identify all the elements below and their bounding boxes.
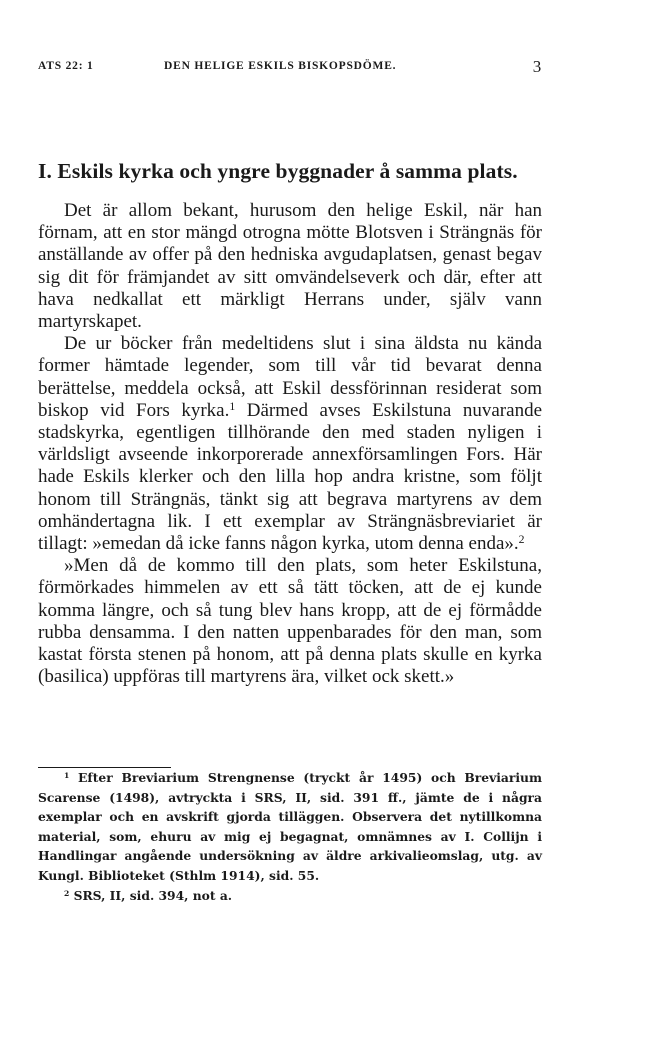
page-number: 3 <box>532 57 542 76</box>
footnotes <box>38 768 542 905</box>
header-title: DEN HELIGE ESKILS BISKOPSDÖME. <box>164 60 397 72</box>
paragraph-text: »Men då de kommo till den plats, som heter Eskilstuna, förmörkades himmelen av ett så tätt töcken, att de ej kunde komma längre, och så tung blev hans kropp, att de ej förmådde rubba densamma. I den natten uppenbarades för den man, som kastat första stenen på honom, att på denna plats skulle en kyrka (basilica) uppföras till martyrens ära, vilket ock skett.» <box>38 555 542 688</box>
footnote <box>38 886 542 906</box>
paragraph <box>38 555 542 688</box>
paragraph-text: De ur böcker från medeltidens slut i sina äldsta nu kända former hämtade legender, som till vår tid bevarat denna berättelse, meddela också, att Eskil dessförinnan residerat som biskop vid Fors kyrka. <box>38 333 542 421</box>
header-series-label: ATS 22: 1 <box>38 60 94 72</box>
paragraph <box>38 200 542 333</box>
paragraph <box>38 333 542 555</box>
body-text <box>38 200 542 688</box>
paragraph-text: Därmed avses Eskilstuna nuvarande stadskyrka, egentligen tillhörande den med staden nyligen i världsligt avseende inkorporerade annexförsamlingen Fors. Här hade Eskils klerker och den lilla hop andra kristne, som följt honom till Strängnäs, tänkt sig att begrava martyrens av dem omhändertagna lik. I ett exemplar av Strängnäsbreviariet är tillagt: »emedan då icke fanns någon kyrka, utom denna enda». <box>38 399 542 555</box>
footnote <box>38 768 542 886</box>
paragraph-text: Det är allom bekant, hurusom den helige Eskil, när han förnam, att en stor mängd otrogna mötte Blotsven i Strängnäs för anställande av offer på den hedniska avgudaplatsen, genast begav sig dit för främjandet av sitt omvändelseverk och där, efter att hava nedkallat ett märkligt Herrans under, själv vann martyrskapet. <box>38 200 542 333</box>
footnote-ref: 1 <box>229 399 236 413</box>
footnote-text: SRS, II, sid. 394, not a. <box>69 887 233 903</box>
footnote-text: Efter Breviarium Strengnense (tryckt år 1495) och Breviarium Scarense (1498), avtryckta i SRS, II, sid. 391 ff., jämte de i några exemplar och en avskrift gjorda tilläggen. Observera det nytillkomna material, som, ehuru av mig ej begagnat, omnämnes av I. Collijn i Handlingar angående undersökning av äldre arkivalieomslag, utg. av Kungl. Biblioteket (Sthlm 1914), sid. 55. <box>38 770 542 883</box>
footnote-ref: 2 <box>518 533 525 547</box>
footnote-number: 1 <box>64 771 70 781</box>
section-title: I. Eskils kyrka och yngre byggnader å samma plats. <box>38 159 518 183</box>
footnote-number: 2 <box>64 888 70 898</box>
